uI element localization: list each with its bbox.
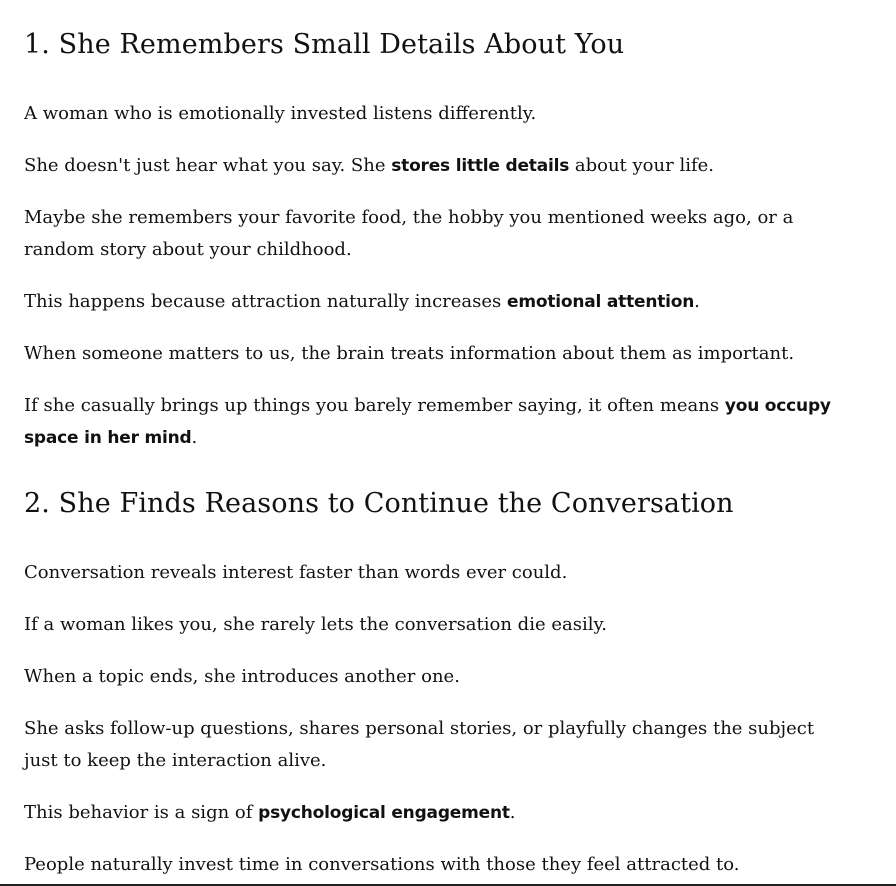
paragraph: She asks follow-up questions, shares personal stories, or playfully changes the subject just to keep the interaction alive.	[24, 718, 815, 771]
paragraph-text: This happens because attraction naturally increases	[24, 291, 507, 312]
paragraph	[24, 390, 844, 454]
emphasis-text: you occupy space in her mind	[24, 396, 831, 448]
paragraph-text: about your life.	[569, 155, 714, 176]
paragraph	[24, 286, 844, 318]
emphasis-text: stores little details	[391, 156, 570, 176]
paragraph-text: .	[694, 291, 700, 312]
section-heading-2: 2. She Finds Reasons to Continue the Conversation	[24, 488, 734, 519]
section-heading-1: 1. She Remembers Small Details About You	[24, 29, 625, 60]
paragraph	[24, 797, 844, 829]
paragraph-text: If she casually brings up things you barely remember saying, it often means	[24, 395, 725, 416]
paragraph-text: This behavior is a sign of	[24, 802, 259, 823]
paragraph-text: .	[509, 802, 516, 823]
paragraph-text: She doesn't just hear what you say. She	[24, 155, 392, 176]
paragraph: When a topic ends, she introduces another one.	[24, 666, 460, 687]
paragraph: Maybe she remembers your favorite food, the hobby you mentioned weeks ago, or a random story about your childhood.	[24, 207, 794, 260]
paragraph	[24, 150, 844, 182]
emphasis-text: psychological engagement	[258, 803, 510, 823]
article-body	[24, 26, 844, 881]
paragraph: People naturally invest time in conversations with those they feel attracted to.	[24, 854, 740, 875]
emphasis-text: emotional attention	[507, 292, 695, 312]
paragraph: If a woman likes you, she rarely lets the conversation die easily.	[24, 614, 607, 635]
paragraph: When someone matters to us, the brain treats information about them as important.	[24, 343, 795, 364]
paragraph: Conversation reveals interest faster than words ever could.	[24, 562, 568, 583]
paragraph-text: .	[191, 427, 198, 448]
paragraph: A woman who is emotionally invested listens differently.	[24, 103, 537, 124]
